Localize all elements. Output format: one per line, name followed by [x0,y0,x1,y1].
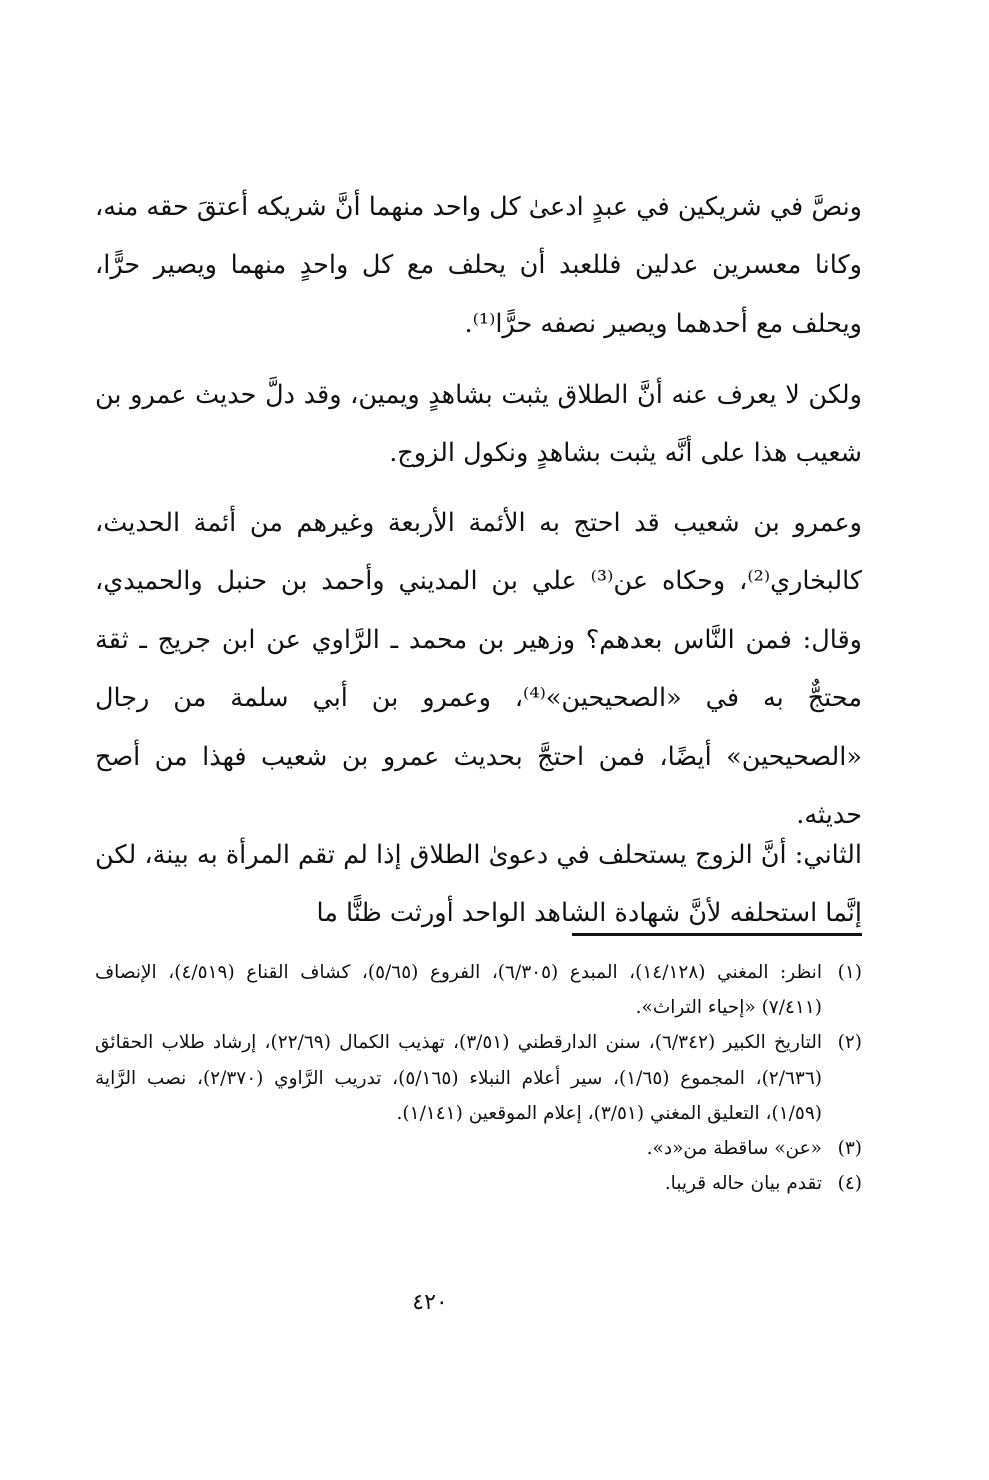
body-paragraph-4: الثاني: أنَّ الزوج يستحلف في دعوىٰ الطلاق إذا لم تقم المرأة به بينة، لكن إنَّما استحلفه لأنَّ شهادة الشاهد الواحد أورثت ظنًّا ما [95,839,862,928]
page-number: ٤٢٠ [412,1290,448,1315]
body-paragraph-1: ونصَّ في شريكين في عبدٍ ادعىٰ كل واحد منهما أنَّ شريكه أعتقَ حقه منه، وكانا معسرين عدلين فللعبد أن يحلف مع كل واحدٍ منهما ويصير حرًّا، ويحلف مع أحدهما ويصير نصفه حرًّا⁽¹⁾. [95,191,862,339]
footnote-number: (٣) [837,1138,862,1160]
footnote-divider [572,933,862,936]
body-paragraph-2: ولكن لا يعرف عنه أنَّ الطلاق يثبت بشاهدٍ ويمين، وقد دلَّ حديث عمرو بن شعيب هذا على أنَّه يثبت بشاهدٍ ونكول الزوج. [95,379,862,468]
footnote-1 [95,955,862,1025]
footnote-number: (٤) [837,1173,862,1195]
footnote-text: تقدم بيان حاله قريبا. [664,1173,822,1195]
footnote-2 [95,1025,862,1131]
book-page [95,0,862,1480]
body-paragraph-3: وعمرو بن شعيب قد احتج به الأئمة الأربعة وغيرهم من أئمة الحديث، كالبخاري⁽²⁾، وحكاه عن⁽³⁾ علي بن المديني وأحمد بن حنبل والحميدي، وقال: فمن النَّاس بعدهم؟ وزهير بن محمد ـ الرَّاوي عن ابن جريج ـ ثقة محتجٌّ به في «الصحيحين»⁽⁴⁾، وعمرو بن أبي سلمة من رجال «الصحيحين» أيضًا، فمن احتجَّ بحديث عمرو بن شعيب فهذا من أصح حديثه. [95,507,863,830]
footnote-4 [95,1166,862,1201]
footnotes-section [95,955,862,1201]
footnote-number: (٢) [837,1032,862,1054]
footnote-3 [95,1131,862,1166]
footnote-text: التاريخ الكبير (٦/٣٤٢)، سنن الدارقطني (٣/٥١)، تهذيب الكمال (٢٢/٦٩)، إرشاد طلاب الحقائق (٢/٦٣٦)، المجموع (١/٦٥)، سير أعلام النبلاء (٥/١٦٥)، تدريب الرَّاوي (٢/٣٧٠)، نصب الرَّاية (١/٥٩)، التعليق المغني (٣/٥١)، إعلام الموقعين (١/١٤١). [95,1032,822,1124]
footnote-text: انظر: المغني (١٤/١٢٨)، المبدع (٦/٣٠٥)، الفروع (٥/٦٥)، كشاف القناع (٤/٥١٩)، الإنصاف (٧/٤١١) «إحياء التراث». [95,962,822,1019]
footnote-number: (١) [837,962,862,983]
footnote-text: «عن» ساقطة من«د». [646,1138,822,1160]
